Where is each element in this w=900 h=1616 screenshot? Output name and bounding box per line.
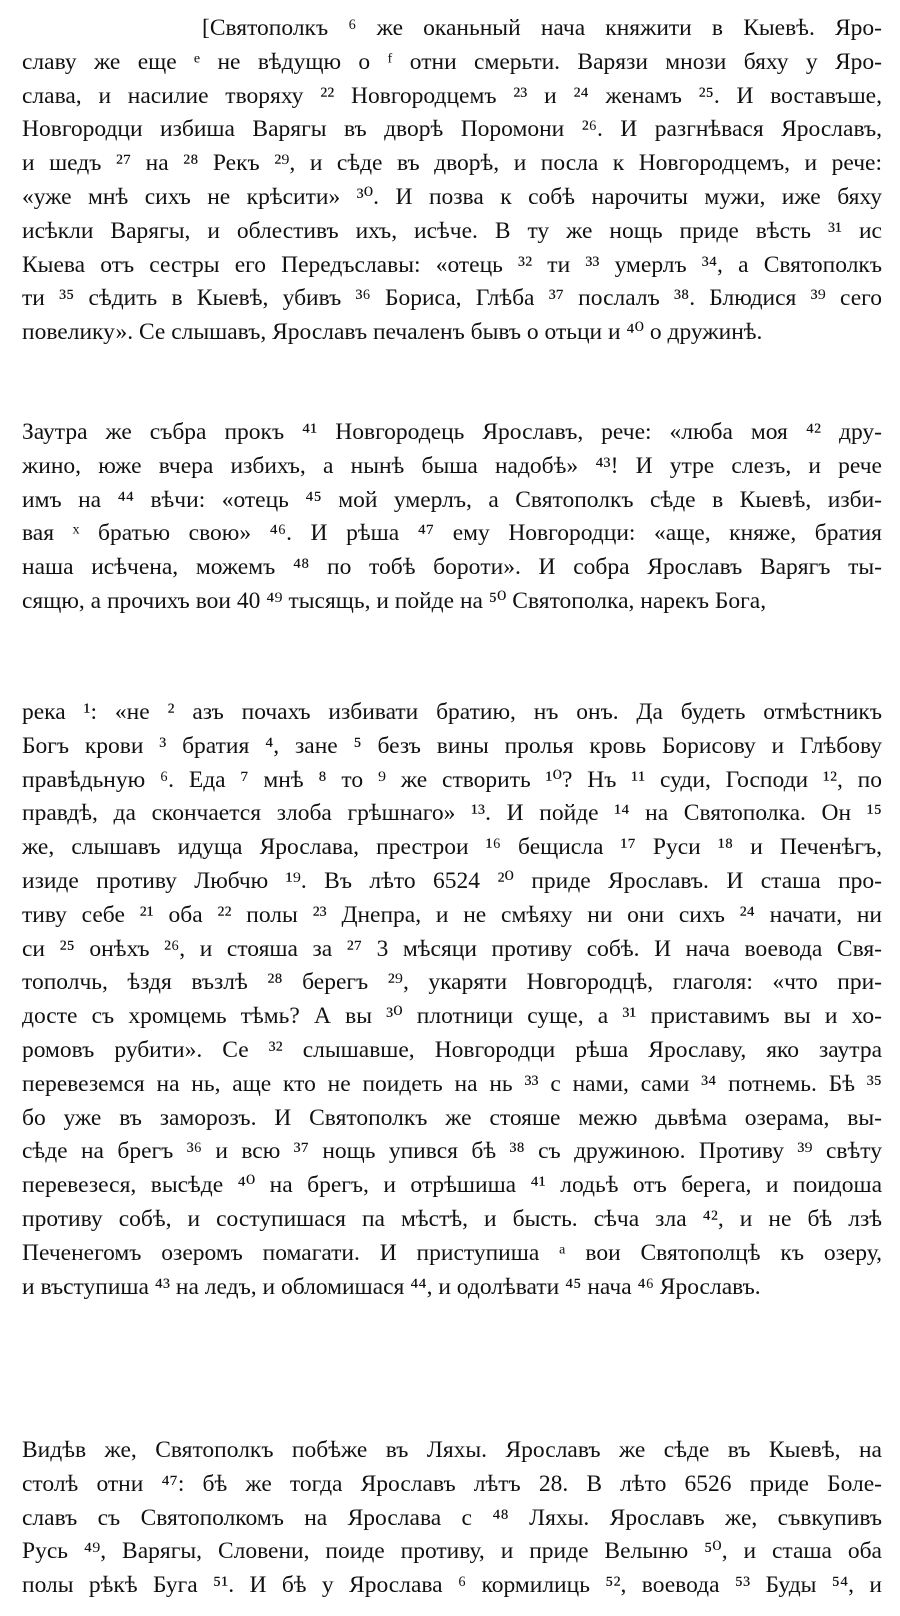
text-line: Заутра же събра прокъ ⁴¹ Новгородець Ярославъ, рече: «люба моя ⁴² дру-	[22, 419, 882, 445]
text-line: повелику». Се слышавъ, Ярославъ печаленъ бывъ о отьци и ⁴⁰ о дружинѣ.	[22, 319, 763, 346]
text-line: и шедъ ²⁷ на ²⁸ Рекъ ²⁹, и сѣде въ дворѣ, и посла к Новгородцемъ, и рече:	[22, 150, 882, 177]
text-line: полы рѣкѣ Буга ⁵¹. И бѣ у Ярослава ⁶ кормилиць ⁵², воевода ⁵³ Буды ⁵⁴, и	[22, 1572, 882, 1599]
text-line: досте съ хромцемь тѣмь? А вы ³⁰ плотници суще, а ³¹ приставимъ вы и хо-	[22, 1003, 882, 1030]
text-line: исѣкли Варягы, и облестивъ ихъ, исѣче. В ту же нощь приде вѣсть ³¹ ис	[22, 217, 882, 244]
text-line: тиву себе ²¹ оба ²² полы ²³ Днепра, и не смѣяху ни они сихъ ²⁴ начати, ни	[22, 901, 882, 928]
text-line: река ¹: «не ² азъ почахъ избивати братию, нъ онъ. Да будеть отмѣстникъ	[22, 699, 882, 725]
text-line: [Святополкъ ⁶ же оканьный нача княжити в Кыевѣ. Яро-	[202, 15, 882, 41]
text-line: же, слышавъ идуща Ярослава, престрои ¹⁶ бещисла ¹⁷ Руси ¹⁸ и Печенѣгъ,	[22, 834, 882, 861]
text-line: ромовъ рубити». Се ³² слышавше, Новгородци рѣша Ярославу, яко заутра	[22, 1036, 882, 1063]
text-line: Печенегомъ озеромъ помагати. И приступиша ᵃ вои Святополцѣ къ озеру,	[22, 1239, 882, 1266]
paragraph-3	[22, 696, 882, 1304]
text-line: Видѣв же, Святополкъ побѣже въ Ляхы. Ярославъ же сѣде въ Кыевѣ, на	[22, 1437, 882, 1463]
paragraph-2	[22, 416, 882, 619]
text-line: тополчь, ѣздя възлѣ ²⁸ берегъ ²⁹, укаряти Новгородцѣ, глаголя: «что при-	[22, 969, 882, 996]
text-line: Новгородци избиша Варягы въ дворѣ Поромони ²⁶. И разгнѣвася Ярославъ,	[22, 116, 882, 143]
text-line: Богъ крови ³ братия ⁴, зане ⁵ безъ вины пролья кровь Борисову и Глѣбову	[22, 732, 882, 759]
text-line: правѣдьную ⁶. Еда ⁷ мнѣ ⁸ то ⁹ же створить ¹⁰? Нъ ¹¹ суди, Господи ¹², по	[22, 766, 882, 793]
text-line: «уже мнѣ сихъ не крѣсити» ³⁰. И позва к собѣ нарочиты мужи, иже бяху	[22, 183, 882, 210]
text-line: перевеземся на нь, аще кто не поидеть на нь ³³ с нами, сами ³⁴ потнемь. Бѣ ³⁵	[22, 1070, 882, 1097]
text-line: столѣ отни ⁴⁷: бѣ же тогда Ярославъ лѣтъ 28. В лѣто 6526 приде Боле-	[22, 1470, 882, 1497]
text-line: сящю, а прочихъ вои 40 ⁴⁹ тысящь, и пойде на ⁵⁰ Святополка, нарекъ Бога,	[22, 587, 767, 614]
text-line: имъ на ⁴⁴ вѣчи: «отець ⁴⁵ мой умерлъ, а Святополкъ сѣде в Кыевѣ, изби-	[22, 486, 882, 513]
text-line: бо уже въ заморозъ. И Святополкъ же стояше межю дьвѣма озерама, вы-	[22, 1104, 882, 1131]
paragraph-4	[22, 1434, 882, 1603]
text-line: жино, юже вчера избихъ, а нынѣ быша надобѣ» ⁴³! И утре слезъ, и рече	[22, 452, 882, 479]
text-line: славу же еще ᵉ не вѣдущю о ᶠ отни смерьти. Варязи мнози бяху у Яро-	[22, 48, 882, 75]
text-line: сѣде на брегъ ³⁶ и всю ³⁷ нощь упився бѣ ³⁸ съ дружиною. Противу ³⁹ свѣту	[22, 1138, 882, 1165]
text-line: изиде противу Любчю ¹⁹. Въ лѣто 6524 ²⁰ приде Ярославъ. И сташа про-	[22, 867, 882, 894]
text-line: перевезеся, высѣде ⁴⁰ на брегъ, и отрѣшиша ⁴¹ лодьѣ отъ берега, и поидоша	[22, 1172, 882, 1199]
text-line: си ²⁵ онѣхъ ²⁶, и стояша за ²⁷ 3 мѣсяци противу собѣ. И нача воевода Свя-	[22, 935, 882, 962]
text-line: вая ˣ братью свою» ⁴⁶. И рѣша ⁴⁷ ему Новгородци: «аще, княже, братия	[22, 520, 882, 547]
paragraph-1	[22, 12, 882, 350]
text-line: наша исѣчена, можемъ ⁴⁸ по тобѣ борoти». И собра Ярославъ Варягъ ты-	[22, 554, 882, 581]
text-line: слава, и насилие творяху ²² Новгородцемъ ²³ и ²⁴ женамъ ²⁵. И воставъше,	[22, 82, 882, 109]
text-line: ти ³⁵ сѣдить в Кыевѣ, убивъ ³⁶ Бориса, Глѣба ³⁷ послалъ ³⁸. Блюдися ³⁹ сего	[22, 285, 882, 312]
text-line: Кыева отъ сестры его Передъславы: «отець ³² ти ³³ умерлъ ³⁴, а Святополкъ	[22, 251, 882, 278]
text-line: славъ съ Святополкомъ на Ярослава с ⁴⁸ Ляхы. Ярославъ же, съвкупивъ	[22, 1504, 882, 1531]
text-line: и въступиша ⁴³ на ледъ, и обломишася ⁴⁴, и одолѣвати ⁴⁵ нача ⁴⁶ Ярославъ.	[22, 1273, 761, 1300]
text-line: правдѣ, да скончается злоба грѣшнаго» ¹³. И пойде ¹⁴ на Святополка. Он ¹⁵	[22, 800, 882, 827]
text-line: противу собѣ, и соступишася па мѣстѣ, и бысть. сѣча зла ⁴², и не бѣ лзѣ	[22, 1205, 882, 1232]
text-line: Русь ⁴⁹, Варягы, Словени, поиде противу, и приде Велыню ⁵⁰, и сташа оба	[22, 1538, 882, 1565]
